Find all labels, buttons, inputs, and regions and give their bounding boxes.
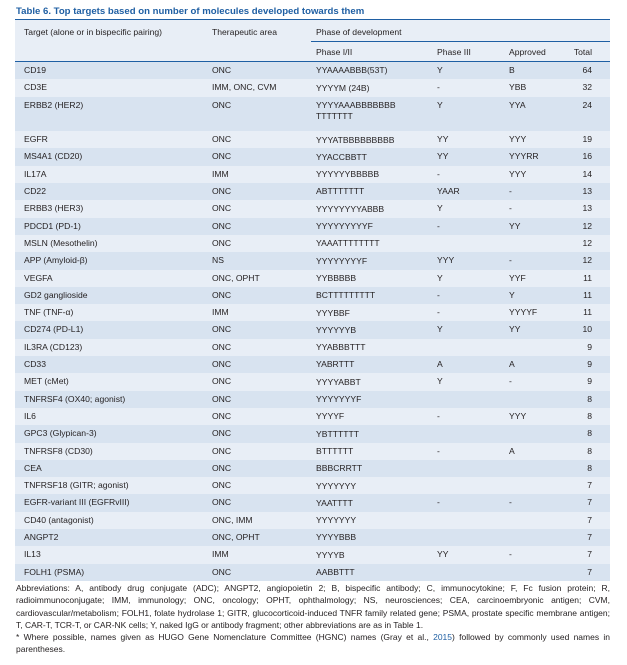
phase12-cell: YYBBBBB [316,272,357,283]
total-cell: 7 [587,549,592,560]
area-cell: ONC [212,220,232,231]
footnote-text-end: ) followed by commonly used names in parentheses. [16,632,610,655]
phase12-cell: YYYBBF [316,307,350,318]
table-row [15,529,610,546]
phase12-cell: YYYYYYB [316,324,357,335]
phase12-cell: BTTTTTT [316,445,354,456]
approved-cell: YYY [509,410,527,421]
phase3-cell: YY [437,151,449,162]
approved-cell: - [509,186,512,197]
area-cell: ONC [212,462,232,473]
phase12-cell: YYYATBBBBBBBBB [316,134,395,145]
target-cell: CEA [24,462,42,473]
approved-cell: - [509,497,512,508]
area-cell: ONC [212,186,232,197]
total-cell: 19 [582,134,592,145]
phase12-cell: YYYYYYY [316,480,357,491]
area-cell: ONC, OPHT [212,272,260,283]
phase3-cell: Y [437,203,443,214]
phase12-cell: YYYYYYYYYF [316,221,373,232]
target-cell: CD40 (antagonist) [24,514,94,525]
target-cell: IL6 [24,410,36,421]
area-cell: ONC [212,324,232,335]
total-cell: 32 [582,82,592,93]
table-notes [16,582,610,656]
approved-cell: - [509,255,512,266]
target-cell: CD19 [24,65,46,75]
total-cell: 12 [582,255,592,266]
phase12-cell: YYYYM (24B) [316,82,370,93]
table-row [15,183,610,200]
approved-cell: YYYYF [509,307,538,318]
area-cell: IMM [212,168,229,179]
total-cell: 64 [582,65,592,75]
phase12-cell: YYYYYYYYABBB [316,203,385,214]
total-cell: 11 [583,307,592,318]
phase3-cell: YY [437,134,449,145]
area-cell: ONC [212,65,232,75]
approved-cell: A [509,359,515,370]
total-cell: 13 [582,203,592,214]
target-cell: APP (Amyloid-β) [24,255,88,266]
area-cell: ONC [212,151,232,162]
phase12-cell: YABRTTT [316,359,355,370]
target-cell: ANGPT2 [24,532,59,543]
header-area: Therapeutic area [212,27,277,37]
phase12-cell: ABTTTTTTT [316,186,365,197]
total-cell: 11 [583,272,592,283]
table-row [15,62,610,79]
total-cell: 14 [582,168,592,179]
table-row [15,425,610,442]
area-cell: ONC, OPHT [212,532,260,543]
phase12-cell: YYABBBTTT [316,342,366,353]
target-cell: MET (cMet) [24,376,69,387]
total-cell: 12 [582,237,592,248]
approved-cell: A [509,445,515,456]
area-cell: NS [212,255,224,266]
table-row [15,546,610,563]
target-cell: CD22 [24,186,46,197]
target-cell: TNF (TNF-α) [24,307,74,318]
phase12-cell: YYYYABBT [316,376,361,387]
table-row [15,97,610,132]
phase3-cell: YYY [437,255,455,266]
table-row [15,339,610,356]
area-cell: ONC [212,376,232,387]
phase12-cell: YYYYB [316,549,345,560]
phase12-cell: YYYYAAABBBBBBB TTTTTTT [316,99,396,121]
approved-cell: Y [509,289,515,300]
area-cell: IMM [212,307,229,318]
target-cell: IL3RA (CD123) [24,341,83,352]
area-cell: ONC [212,497,232,508]
header-total: Total [573,47,592,57]
table-row [15,564,610,581]
table-row [15,131,610,148]
phase12-cell: BBBCRRTT [316,463,363,474]
approved-cell: YY [509,324,521,335]
total-cell: 9 [587,376,592,387]
total-cell: 9 [587,341,592,352]
phase12-cell: YYYYYYYF [316,394,362,405]
header-phase12: Phase I/II [316,47,353,57]
total-cell: 7 [587,514,592,525]
phase3-cell: - [437,168,440,179]
target-cell: EGFR-variant III (EGFRvIII) [24,497,130,508]
total-cell: 7 [587,566,592,577]
total-cell: 8 [587,410,592,421]
phase12-cell: YYACCBBTT [316,151,367,162]
target-cell: CD274 (PD-L1) [24,324,84,335]
target-cell: GPC3 (Glypican-3) [24,428,97,439]
approved-cell: YYA [509,99,526,110]
total-cell: 12 [582,220,592,231]
table-row [15,218,610,235]
table-row [15,477,610,494]
phase12-cell: YAATTTT [316,497,353,508]
footnote [16,631,610,656]
total-cell: 7 [587,480,592,491]
target-cell: IL13 [24,549,41,560]
phase-rule [311,41,610,42]
phase12-cell: YYYYYYYYF [316,255,368,266]
target-cell: ERBB2 (HER2) [24,99,84,110]
target-cell: TNFRSF4 (OX40; agonist) [24,393,126,404]
table-caption: Table 6. Top targets based on number of molecules developed towards them [16,6,365,17]
approved-cell: YY [509,220,521,231]
area-cell: ONC [212,480,232,491]
table-row [15,287,610,304]
footnote-text-start: * Where possible, names given as HUGO Gene Nomenclature Committee (HGNC) names (Gray et al., [16,632,434,643]
target-cell: CD33 [24,359,46,370]
header-target: Target (alone or in bispecific pairing) [24,27,163,37]
table-row [15,443,610,460]
area-cell: ONC [212,99,232,110]
phase3-cell: A [437,359,443,370]
total-cell: 8 [587,393,592,404]
total-cell: 9 [587,359,592,370]
approved-cell: - [509,376,512,387]
area-cell: ONC [212,566,232,577]
total-cell: 7 [587,497,592,508]
header-approved: Approved [509,47,546,57]
phase3-cell: - [437,220,440,231]
area-cell: IMM [212,549,229,560]
area-cell: ONC [212,237,232,248]
top-rule [15,19,610,20]
target-cell: VEGFA [24,272,53,283]
approved-cell: - [509,203,512,214]
phase12-cell: BCTTTTTTTTT [316,290,376,301]
area-cell: ONC [212,341,232,352]
total-cell: 8 [587,445,592,456]
phase12-cell: YYYYYYBBBBB [316,169,380,180]
approved-cell: YYF [509,272,526,283]
phase3-cell: Y [437,324,443,335]
area-cell: ONC [212,203,232,214]
reference-link[interactable]: 2015 [433,632,453,643]
area-cell: ONC [212,445,232,456]
approved-cell: - [509,549,512,560]
total-cell: 7 [587,532,592,543]
phase3-cell: - [437,497,440,508]
area-cell: ONC [212,428,232,439]
target-cell: ERBB3 (HER3) [24,203,84,214]
target-cell: CD3E [24,82,47,93]
area-cell: ONC [212,289,232,300]
phase3-cell: Y [437,376,443,387]
approved-cell: YYY [509,168,527,179]
approved-cell: YYYRR [509,151,539,162]
table-row [15,494,610,511]
approved-cell: YBB [509,82,527,93]
table-row [15,304,610,321]
total-cell: 8 [587,462,592,473]
phase3-cell: Y [437,65,443,75]
total-cell: 13 [582,186,592,197]
header-phase3: Phase III [437,47,471,57]
phase3-cell: - [437,289,440,300]
target-cell: GD2 ganglioside [24,289,88,300]
phase3-cell: YY [437,549,449,560]
table-row [15,408,610,425]
target-cell: TNFRSF18 (GITR; agonist) [24,480,129,491]
area-cell: ONC [212,134,232,145]
table-row [15,270,610,287]
table-row [15,373,610,390]
table-row [15,460,610,477]
total-cell: 10 [582,324,592,335]
table-row [15,252,610,269]
phase3-cell: - [437,410,440,421]
phase3-cell: YAAR [437,186,460,197]
approved-cell: YYY [509,134,527,145]
table-row [15,148,610,165]
target-cell: MSLN (Mesothelin) [24,237,98,248]
target-cell: TNFRSF8 (CD30) [24,445,93,456]
phase12-cell: YBTTTTTT [316,428,359,439]
target-cell: PDCD1 (PD-1) [24,220,81,231]
phase3-cell: Y [437,99,443,110]
header-phase-group: Phase of development [316,27,402,37]
phase12-cell: YYAAAABBB(53T) [316,65,388,76]
total-cell: 11 [583,289,592,300]
phase3-cell: - [437,445,440,456]
target-cell: FOLH1 (PSMA) [24,566,85,577]
phase12-cell: YYYYF [316,411,345,422]
area-cell: ONC [212,359,232,370]
phase12-cell: AABBTTT [316,567,355,577]
phase3-cell: - [437,82,440,93]
target-cell: EGFR [24,134,48,145]
area-cell: ONC, IMM [212,514,253,525]
approved-cell: B [509,65,515,75]
table-row [15,79,610,96]
area-cell: IMM, ONC, CVM [212,82,277,93]
table-rows [15,62,610,581]
table-row [15,166,610,183]
total-cell: 8 [587,428,592,439]
abbreviations-note: Abbreviations: A, antibody drug conjugate (ADC); ANGPT2, angiopoietin 2; B, bispecific antibody; C, immunocytokine; F, Fc fusion protein; R, radioimmunoconjugate; IMM, immunology; ONC, oncology; OPHT, ophthalmology; NS, neurosciences; CEA, carcinoembryonic antigen; CVM, cardiovascular/metabolism; FOLH1, folate hydrolase 1; GITR, glucocorticoid-induced TNFR family related gene; PSMA, prostate specific membrane antigen; T, CAR-T, TCR-T, or CAR-NK cells; Y, naked IgG or antibody fragment; other abbreviations are as in Table 1. [16,583,610,630]
phase3-cell: - [437,307,440,318]
table-row [15,321,610,338]
table-row [15,235,610,252]
table-row [15,200,610,217]
phase12-cell: YAAATTTTTTTT [316,238,380,249]
table-row [15,512,610,529]
target-cell: MS4A1 (CD20) [24,151,83,162]
phase12-cell: YYYYYYY [316,515,357,526]
total-cell: 16 [582,151,592,162]
phase3-cell: Y [437,272,443,283]
area-cell: ONC [212,393,232,404]
phase12-cell: YYYYBBB [316,532,357,543]
total-cell: 24 [582,99,592,110]
target-cell: IL17A [24,168,47,179]
area-cell: ONC [212,410,232,421]
table-row [15,356,610,373]
table-row [15,391,610,408]
